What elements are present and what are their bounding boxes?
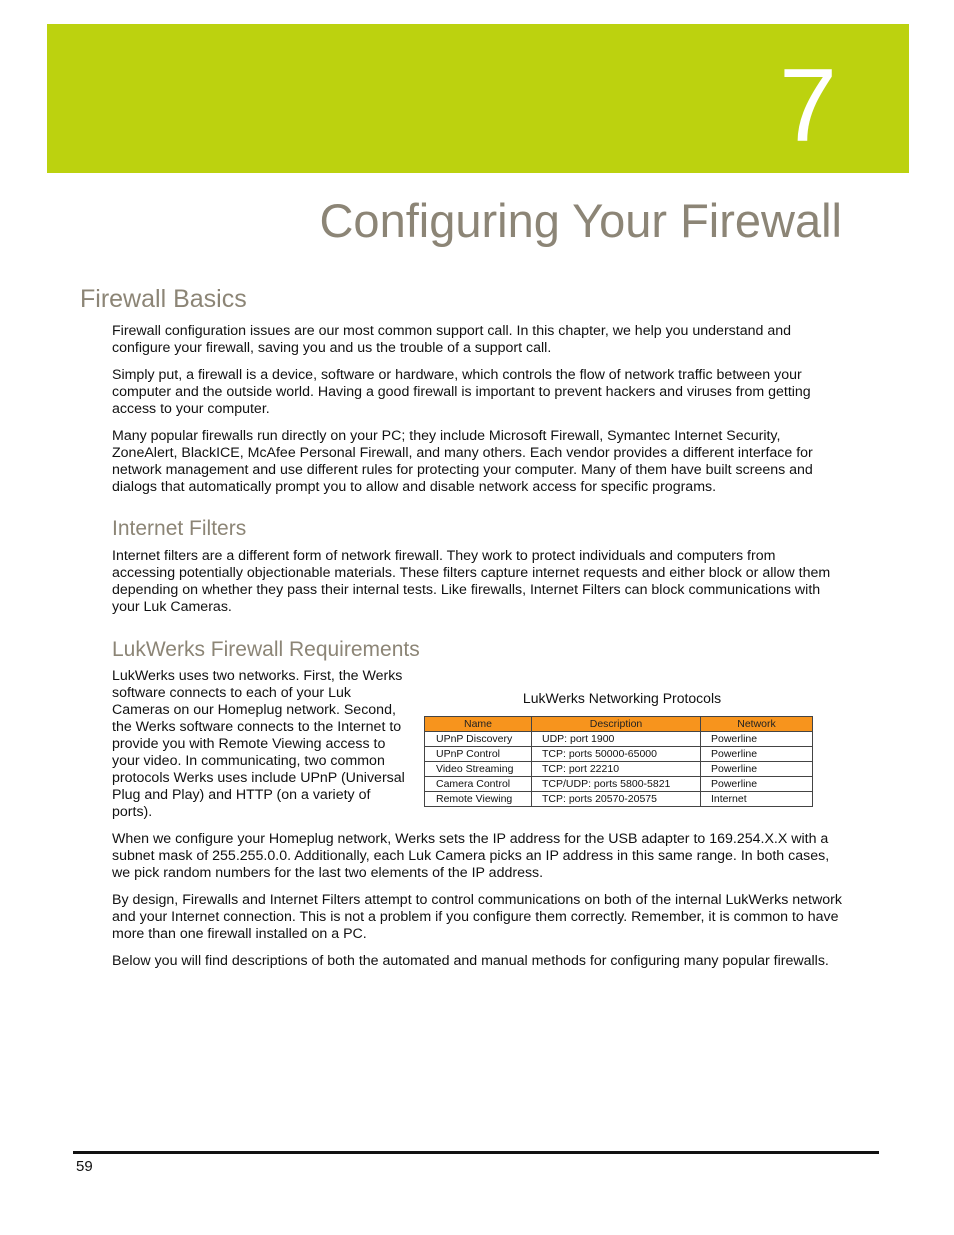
column-header: Name: [425, 717, 532, 732]
table-header-row: [425, 717, 813, 732]
paragraph: When we configure your Homeplug network, Werks sets the IP address for the USB adapter to 169.254.X.X with a subnet mask of 255.255.0.0. Additionally, each Luk Camera picks an IP address in this same range. In both cases, we pick random numbers for the last two elements of the IP address.: [112, 831, 830, 881]
table-cell: Internet: [701, 792, 813, 807]
table-row: [425, 732, 813, 747]
chapter-title: Configuring Your Firewall: [319, 194, 842, 247]
table-cell: TCP: ports 20570-20575: [532, 792, 701, 807]
paragraph: Below you will find descriptions of both the automated and manual methods for configuring many popular firewalls.: [112, 953, 829, 969]
page-number: 59: [76, 1158, 93, 1175]
table-caption: LukWerks Networking Protocols: [522, 690, 722, 706]
paragraph: By design, Firewalls and Internet Filters attempt to control communications on both of the internal LukWerks network and your Internet connection. This is not a problem if you configure them correctly. Remember, it is common to have more than one firewall installed on a PC.: [112, 892, 842, 942]
table-cell: TCP/UDP: ports 5800-5821: [532, 777, 701, 792]
paragraph: Simply put, a firewall is a device, software or hardware, which controls the flow of network traffic between your computer and the outside world. Having a good firewall is important to prevent hackers and viruses from getting access to your computer.: [112, 367, 811, 417]
protocols-table: [424, 716, 813, 807]
table-cell: Camera Control: [425, 777, 532, 792]
table-cell: TCP: ports 50000-65000: [532, 747, 701, 762]
table-cell: UPnP Control: [425, 747, 532, 762]
chapter-number: 7: [779, 48, 837, 164]
table-cell: UDP: port 1900: [532, 732, 701, 747]
table-cell: TCP: port 22210: [532, 762, 701, 777]
table-row: [425, 762, 813, 777]
section-heading-firewall-basics: Firewall Basics: [80, 285, 247, 313]
chapter-banner: [47, 24, 909, 173]
paragraph: Many popular firewalls run directly on your PC; they include Microsoft Firewall, Symantec Internet Security, ZoneAlert, BlackICE, McAfee Personal Firewall, and many others. Each vendor provides a different interface for network management and use different rules for protecting your computer. Many of them have built screens and dialogs that automatically prompt you to allow and disable network access for specific programs.: [112, 428, 813, 495]
subheading-internet-filters: Internet Filters: [112, 517, 247, 540]
column-header: Network: [701, 717, 813, 732]
table-row: [425, 777, 813, 792]
table-cell: Video Streaming: [425, 762, 532, 777]
table-cell: Powerline: [701, 747, 813, 762]
table-cell: Remote Viewing: [425, 792, 532, 807]
paragraph: Internet filters are a different form of network firewall. They work to protect individuals and computers from accessing potentially objectionable materials. These filters capture internet requests and either block or allow them depending on whether they pass their internal tests. Like firewalls, Internet Filters can block communications with your Luk Cameras.: [112, 548, 831, 615]
subheading-firewall-requirements: LukWerks Firewall Requirements: [112, 638, 420, 661]
table-row: [425, 747, 813, 762]
paragraph: LukWerks uses two networks. First, the Werks software connects to each of your Luk Cameras on our Homeplug network. Second, the Werks software connects to the Internet to provide you with Remote Viewing access to your video. In communicating, two common protocols Werks uses include UPnP (Universal Plug and Play) and HTTP (on a variety of ports).: [112, 668, 405, 820]
table-cell: UPnP Discovery: [425, 732, 532, 747]
table-cell: Powerline: [701, 732, 813, 747]
table-cell: Powerline: [701, 762, 813, 777]
paragraph: Firewall configuration issues are our most common support call. In this chapter, we help you understand and configure your firewall, saving you and us the trouble of a support call.: [112, 323, 791, 356]
table-cell: Powerline: [701, 777, 813, 792]
footer-rule: [73, 1151, 879, 1154]
table-row: [425, 792, 813, 807]
column-header: Description: [532, 717, 701, 732]
